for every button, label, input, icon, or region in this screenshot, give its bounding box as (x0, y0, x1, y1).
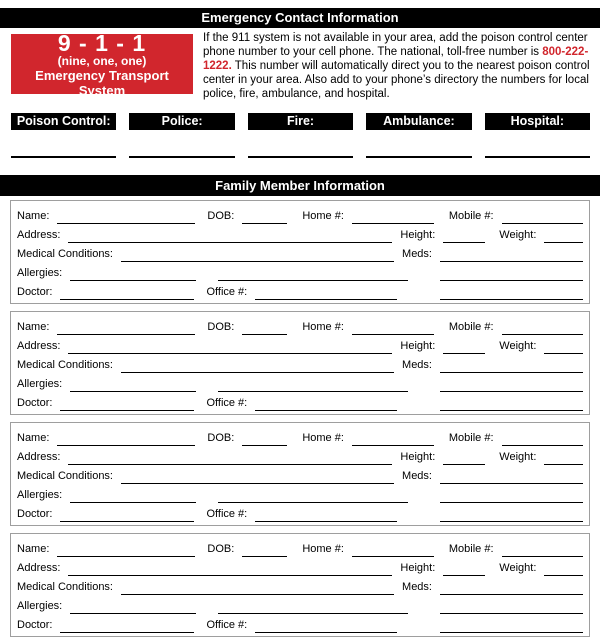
fire-fill-line[interactable] (248, 156, 353, 158)
height-label: Height: (400, 340, 436, 352)
name-label: Name: (17, 432, 50, 444)
doctor-row (17, 281, 583, 300)
medical-conditions-row (17, 354, 583, 373)
allergies-label: Allergies: (17, 600, 63, 612)
meds-fill-line[interactable] (440, 471, 583, 484)
weight-label: Weight: (499, 562, 537, 574)
allergies-extra-fill-line[interactable] (218, 268, 408, 281)
home-phone-label: Home #: (302, 432, 344, 444)
meds-label: Meds: (402, 581, 432, 593)
contact-label-ambulance: Ambulance: (366, 113, 471, 130)
meds-label: Meds: (402, 359, 432, 371)
dob-fill-line[interactable] (242, 433, 287, 446)
name-label: Name: (17, 543, 50, 555)
medical-conditions-label: Medical Conditions: (17, 359, 113, 371)
dob-fill-line[interactable] (242, 322, 287, 335)
medical-conditions-fill-line[interactable] (121, 582, 394, 595)
dob-label: DOB: (207, 321, 235, 333)
contact-label-fire: Fire: (248, 113, 353, 130)
meds-fill-line[interactable] (440, 582, 583, 595)
doctor-row (17, 392, 583, 411)
mobile-phone-fill-line[interactable] (502, 544, 583, 557)
doctor-fill-line[interactable] (60, 620, 194, 633)
address-row (17, 224, 583, 243)
address-fill-line[interactable] (68, 563, 392, 576)
dob-label: DOB: (207, 210, 235, 222)
allergies-extra-fill-line[interactable] (218, 601, 408, 614)
name-fill-line[interactable] (57, 544, 195, 557)
height-label: Height: (400, 451, 436, 463)
dob-label: DOB: (207, 543, 235, 555)
instructions-text-before: If the 911 system is not available in your area, add the poison control center phone number to your cell phone. The national, toll-free number is (203, 32, 588, 58)
dob-fill-line[interactable] (242, 211, 287, 224)
poison-control-instructions (203, 31, 590, 101)
allergies-row (17, 262, 583, 281)
meds-extra-fill-line-2[interactable] (440, 398, 583, 411)
family-blocks (10, 200, 590, 637)
medical-conditions-label: Medical Conditions: (17, 581, 113, 593)
dob-label: DOB: (207, 432, 235, 444)
home-phone-fill-line[interactable] (352, 322, 434, 335)
emergency-contacts-blank-lines (11, 156, 590, 158)
height-fill-line[interactable] (443, 341, 485, 354)
office-phone-label: Office #: (206, 619, 248, 631)
home-phone-label: Home #: (302, 321, 344, 333)
poison-control-fill-line[interactable] (11, 156, 116, 158)
contact-label-police: Police: (129, 113, 234, 130)
name-row (17, 427, 583, 446)
911-words: (nine, one, one) (57, 53, 147, 68)
doctor-row (17, 503, 583, 522)
height-fill-line[interactable] (443, 452, 485, 465)
mobile-phone-label: Mobile #: (448, 321, 494, 333)
name-row (17, 316, 583, 335)
top-section (11, 31, 590, 101)
mobile-phone-label: Mobile #: (448, 543, 494, 555)
height-fill-line[interactable] (443, 230, 485, 243)
meds-extra-fill-line-1[interactable] (440, 490, 583, 503)
allergies-row (17, 373, 583, 392)
medical-conditions-label: Medical Conditions: (17, 248, 113, 260)
mobile-phone-label: Mobile #: (448, 432, 494, 444)
meds-extra-fill-line-2[interactable] (440, 509, 583, 522)
medical-conditions-label: Medical Conditions: (17, 470, 113, 482)
meds-extra-fill-line-1[interactable] (440, 379, 583, 392)
contact-label-hospital: Hospital: (485, 113, 590, 130)
allergies-label: Allergies: (17, 378, 63, 390)
allergies-row (17, 595, 583, 614)
doctor-label: Doctor: (17, 619, 53, 631)
office-phone-label: Office #: (206, 286, 248, 298)
address-label: Address: (17, 562, 61, 574)
family-member-header: Family Member Information (0, 175, 600, 196)
meds-extra-fill-line-1[interactable] (440, 601, 583, 614)
medical-conditions-row (17, 576, 583, 595)
doctor-fill-line[interactable] (60, 398, 194, 411)
meds-extra-fill-line-1[interactable] (440, 268, 583, 281)
instructions-text-after: This number will automatically direct you to the nearest poison control center in your area. Also add to your phone’s directory the numbers for local police, fire, ambulance, and hospital. (203, 60, 590, 100)
name-fill-line[interactable] (57, 322, 195, 335)
emergency-contacts-row (11, 113, 590, 130)
police-fill-line[interactable] (129, 156, 234, 158)
home-phone-fill-line[interactable] (352, 433, 434, 446)
allergies-extra-fill-line[interactable] (218, 379, 408, 392)
911-red-box (11, 29, 193, 98)
meds-extra-fill-line-2[interactable] (440, 620, 583, 633)
home-phone-label: Home #: (302, 210, 344, 222)
mobile-phone-fill-line[interactable] (502, 211, 583, 224)
home-phone-label: Home #: (302, 543, 344, 555)
911-subtitle: Emergency Transport System (35, 67, 169, 98)
weight-fill-line[interactable] (544, 230, 583, 243)
meds-label: Meds: (402, 248, 432, 260)
name-row (17, 205, 583, 224)
doctor-label: Doctor: (17, 286, 53, 298)
address-label: Address: (17, 340, 61, 352)
doctor-label: Doctor: (17, 397, 53, 409)
mobile-phone-fill-line[interactable] (502, 433, 583, 446)
meds-fill-line[interactable] (440, 249, 583, 262)
allergies-fill-line[interactable] (70, 601, 196, 614)
family-member-block (10, 422, 590, 526)
address-fill-line[interactable] (68, 341, 392, 354)
medical-conditions-fill-line[interactable] (121, 249, 394, 262)
weight-label: Weight: (499, 340, 537, 352)
height-fill-line[interactable] (443, 563, 485, 576)
address-row (17, 335, 583, 354)
weight-fill-line[interactable] (544, 341, 583, 354)
address-fill-line[interactable] (68, 230, 392, 243)
office-phone-fill-line[interactable] (255, 620, 397, 633)
ambulance-fill-line[interactable] (366, 156, 471, 158)
allergies-label: Allergies: (17, 489, 63, 501)
allergies-fill-line[interactable] (70, 490, 196, 503)
name-label: Name: (17, 321, 50, 333)
office-phone-label: Office #: (206, 397, 248, 409)
name-fill-line[interactable] (57, 433, 195, 446)
family-member-block (10, 200, 590, 304)
home-phone-fill-line[interactable] (352, 211, 434, 224)
home-phone-fill-line[interactable] (352, 544, 434, 557)
allergies-label: Allergies: (17, 267, 63, 279)
meds-extra-fill-line-2[interactable] (440, 287, 583, 300)
medical-conditions-fill-line[interactable] (121, 360, 394, 373)
allergies-fill-line[interactable] (70, 379, 196, 392)
contact-label-poison-control: Poison Control: (11, 113, 116, 130)
meds-label: Meds: (402, 470, 432, 482)
emergency-contact-header: Emergency Contact Information (0, 8, 600, 28)
meds-fill-line[interactable] (440, 360, 583, 373)
allergies-fill-line[interactable] (70, 268, 196, 281)
mobile-phone-label: Mobile #: (448, 210, 494, 222)
height-label: Height: (400, 229, 436, 241)
height-label: Height: (400, 562, 436, 574)
office-phone-fill-line[interactable] (255, 509, 397, 522)
weight-fill-line[interactable] (544, 563, 583, 576)
doctor-row (17, 614, 583, 633)
office-phone-fill-line[interactable] (255, 398, 397, 411)
weight-label: Weight: (499, 229, 537, 241)
name-fill-line[interactable] (57, 211, 195, 224)
address-label: Address: (17, 229, 61, 241)
doctor-fill-line[interactable] (60, 509, 194, 522)
family-member-block (10, 533, 590, 637)
weight-label: Weight: (499, 451, 537, 463)
medical-conditions-fill-line[interactable] (121, 471, 394, 484)
weight-fill-line[interactable] (544, 452, 583, 465)
medical-conditions-row (17, 465, 583, 484)
name-row (17, 538, 583, 557)
address-label: Address: (17, 451, 61, 463)
911-number: 9 - 1 - 1 (57, 29, 147, 56)
poison-control-phone-number: 800-222-1222. (203, 46, 589, 72)
medical-conditions-row (17, 243, 583, 262)
doctor-label: Doctor: (17, 508, 53, 520)
dob-fill-line[interactable] (242, 544, 287, 557)
hospital-fill-line[interactable] (485, 156, 590, 158)
office-phone-label: Office #: (206, 508, 248, 520)
address-row (17, 557, 583, 576)
family-member-block (10, 311, 590, 415)
address-fill-line[interactable] (68, 452, 392, 465)
doctor-fill-line[interactable] (60, 287, 194, 300)
office-phone-fill-line[interactable] (255, 287, 397, 300)
address-row (17, 446, 583, 465)
name-label: Name: (17, 210, 50, 222)
allergies-extra-fill-line[interactable] (218, 490, 408, 503)
mobile-phone-fill-line[interactable] (502, 322, 583, 335)
allergies-row (17, 484, 583, 503)
